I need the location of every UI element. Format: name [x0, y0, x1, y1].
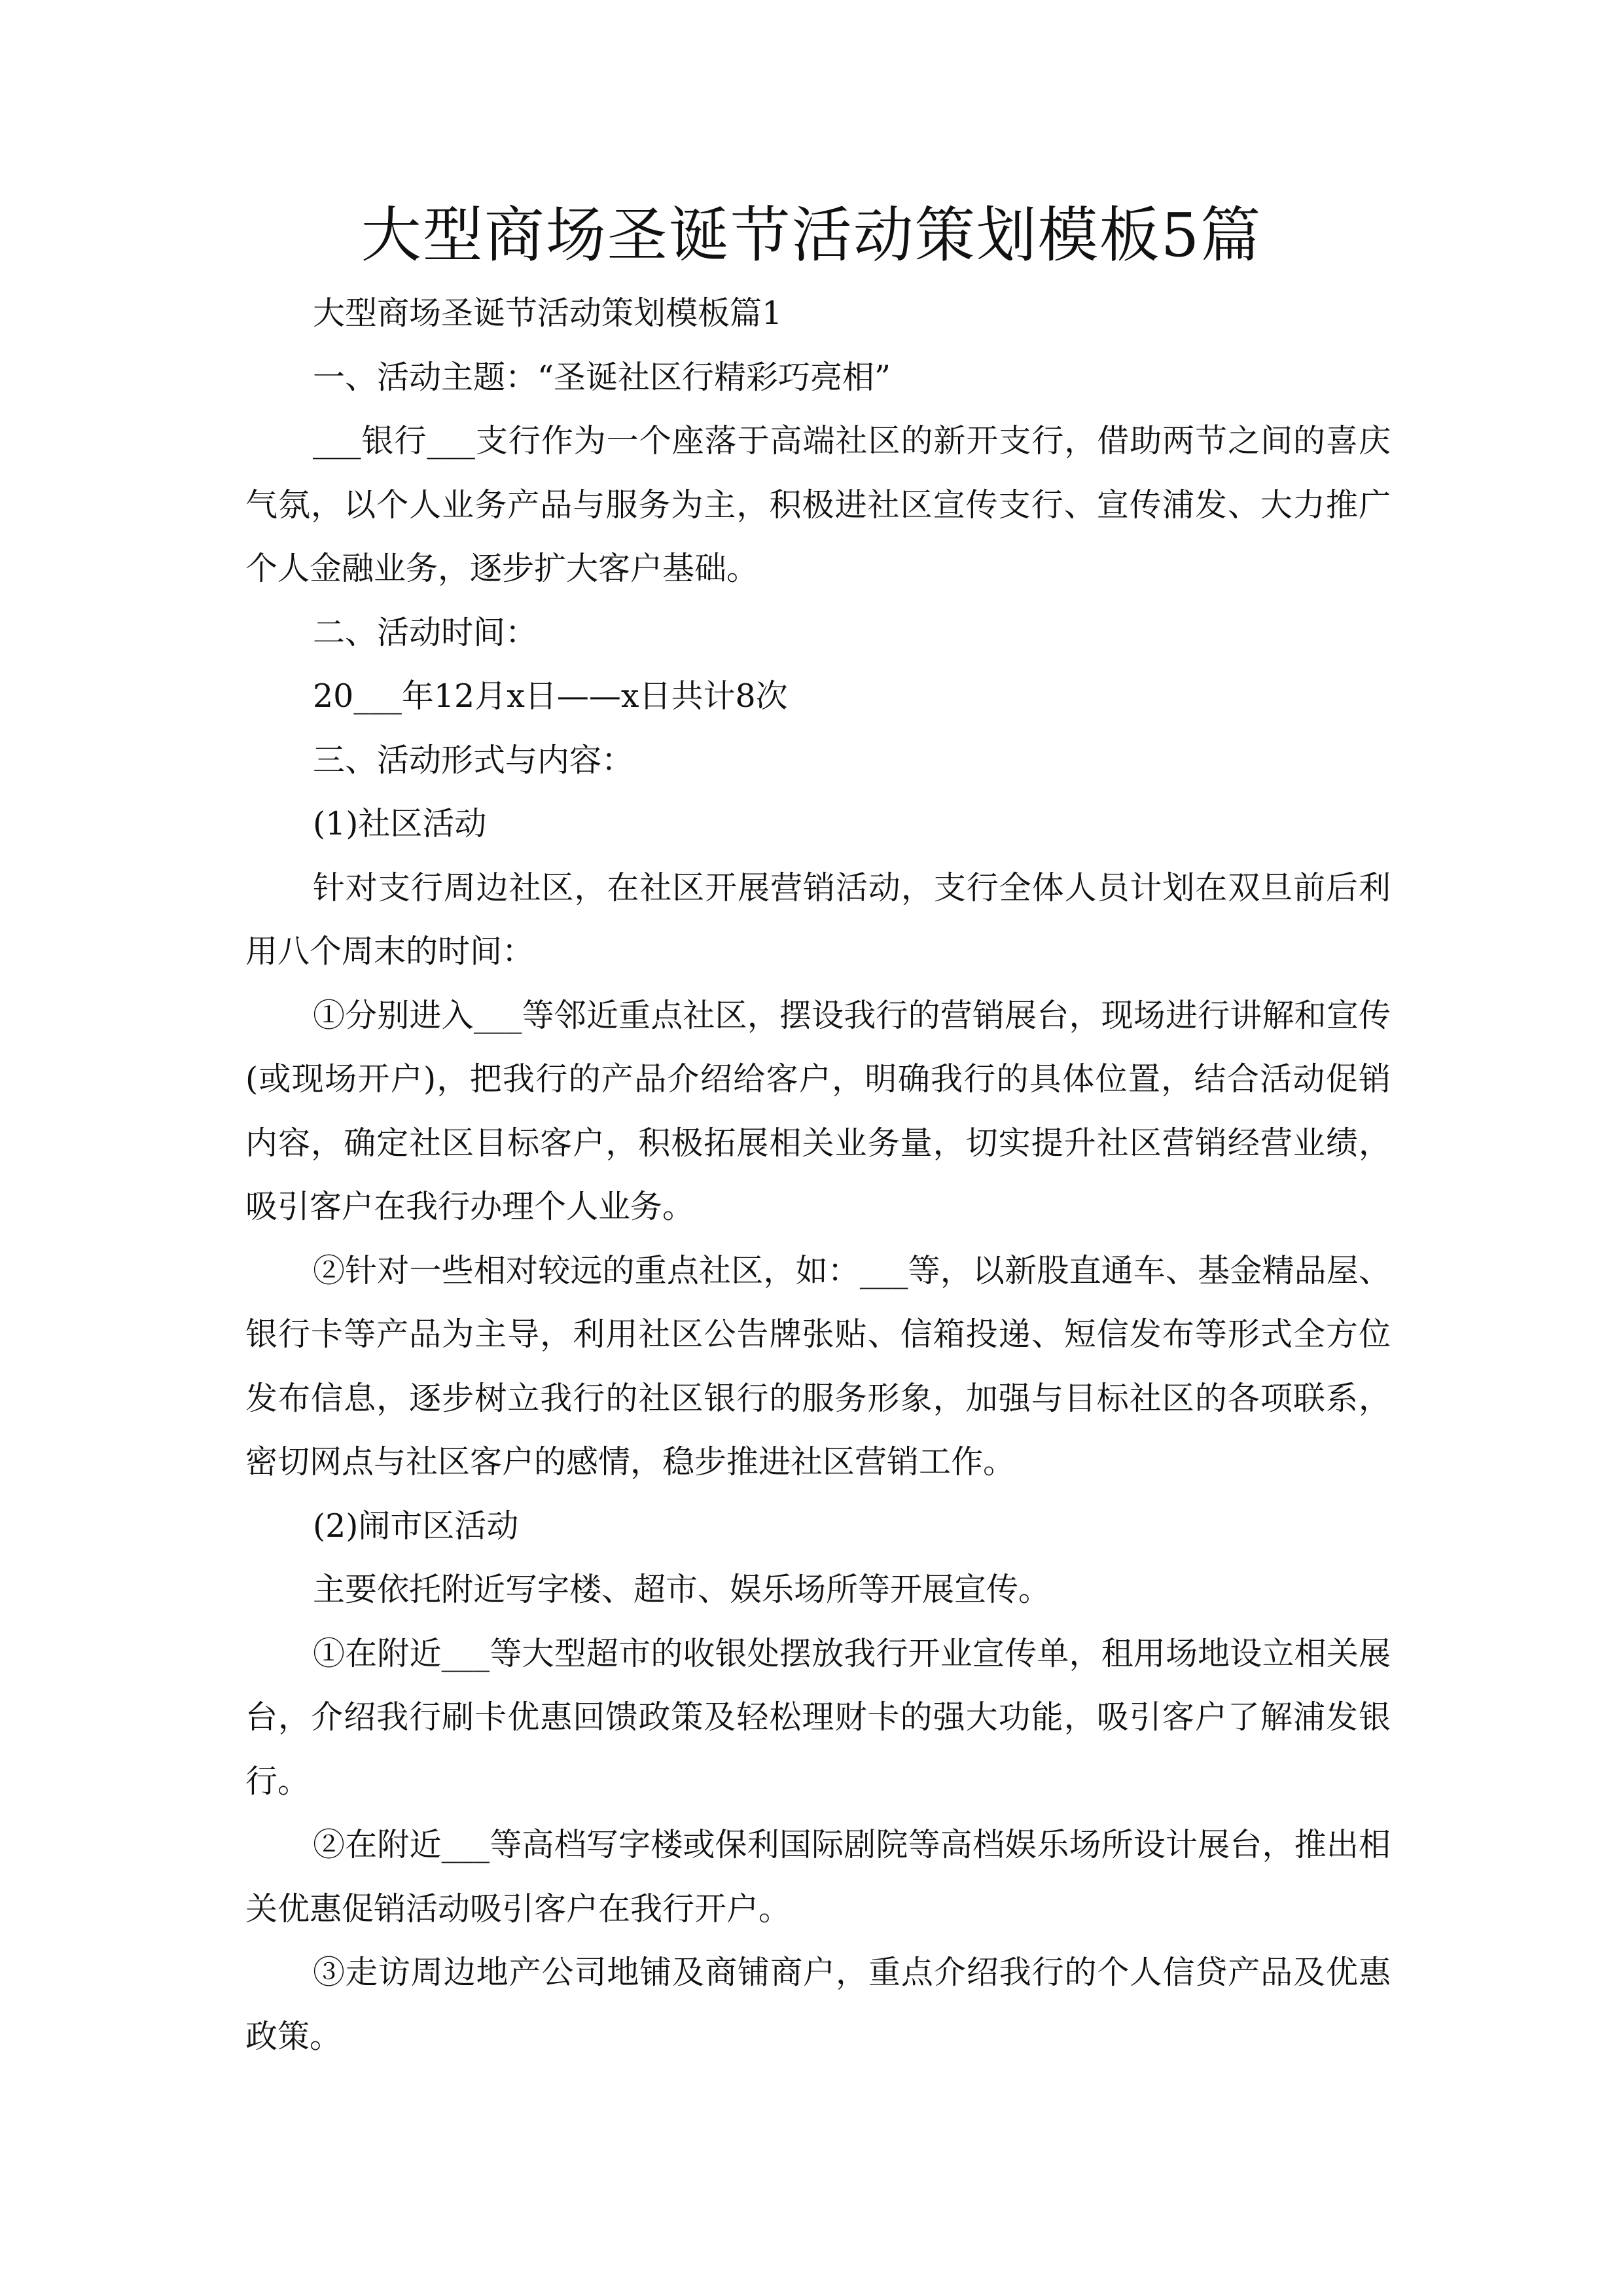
paragraph: 20___年12月x日——x日共计8次	[313, 677, 788, 715]
paragraph: 主要依托附近写字楼、超市、娱乐场所等开展宣传。	[313, 1571, 1051, 1608]
section-heading: 三、活动形式与内容：	[313, 741, 634, 779]
section-heading: 一、活动主题：“圣诞社区行精彩巧亮相”	[313, 358, 891, 396]
subsection-heading: (2)闹市区活动	[313, 1507, 519, 1545]
paragraph: 针对支行周边社区，在社区开展营销活动，支行全体人员计划在双旦前后利用八个周末的时间：	[245, 869, 1391, 970]
document-body	[245, 281, 1391, 2068]
list-item: ①分别进入___等邻近重点社区，摆设我行的营销展台，现场进行讲解和宣传(或现场开户)，把我行的产品介绍给客户，明确我行的具体位置，结合活动促销内容，确定社区目标客户，积极拓展相关业务量，切实提升社区营销经营业绩，吸引客户在我行办理个人业务。	[245, 996, 1391, 1225]
list-item: ①在附近___等大型超市的收银处摆放我行开业宣传单，租用场地设立相关展台，介绍我行刷卡优惠回馈政策及轻松理财卡的强大功能，吸引客户了解浦发银行。	[245, 1634, 1391, 1800]
section-heading: 大型商场圣诞节活动策划模板篇1	[313, 295, 783, 332]
list-item: ②针对一些相对较远的重点社区，如：___等，以新股直通车、基金精品屋、银行卡等产品为主导，利用社区公告牌张贴、信箱投递、短信发布等形式全方位发布信息，逐步树立我行的社区银行的服务形象，加强与目标社区的各项联系，密切网点与社区客户的感情，稳步推进社区营销工作。	[245, 1251, 1391, 1480]
subsection-heading: (1)社区活动	[313, 805, 487, 842]
section-heading: 二、活动时间：	[313, 613, 538, 651]
document-title: 大型商场圣诞节活动策划模板5篇	[361, 200, 1262, 270]
list-item: ②在附近___等高档写字楼或保利国际剧院等高档娱乐场所设计展台，推出相关优惠促销活动吸引客户在我行开户。	[245, 1826, 1391, 1928]
paragraph: ___银行___支行作为一个座落于高端社区的新开支行，借助两节之间的喜庆气氛，以个人业务产品与服务为主，积极进社区宣传支行、宣传浦发、大力推广个人金融业务，逐步扩大客户基础。	[245, 422, 1391, 587]
list-item: ③走访周边地产公司地铺及商铺商户，重点介绍我行的个人信贷产品及优惠政策。	[245, 1954, 1391, 2055]
